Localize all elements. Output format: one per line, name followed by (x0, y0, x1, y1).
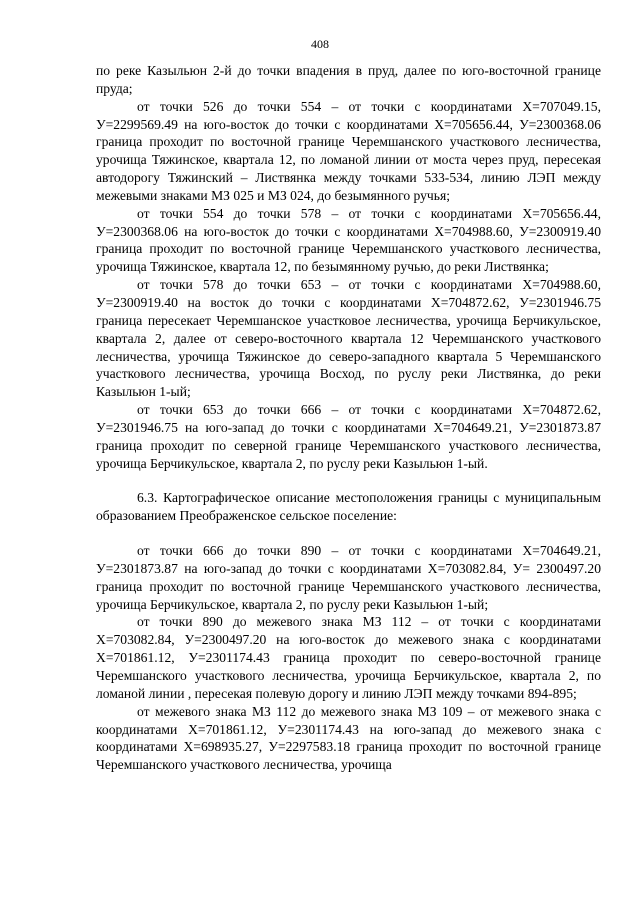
paragraph: от точки 666 до точки 890 – от точки с координатами Х=704649.21, У=2301873.87 на юго-запад до точки с координатами Х=703082.84, У= 2300497.20 граница проходит по восточной границе Черемшанского участкового лесничества, урочища Берчикульское, квартала 2, по руслу реки Казыльюн 1-ый; (96, 543, 601, 612)
spacer (96, 525, 601, 542)
paragraph: от точки 890 до межевого знака МЗ 112 – от точки с координатами Х=703082.84, У=2300497.20 на юго-восток до межевого знака с координатами Х=701861.12, У=2301174.43 граница проходит по северо-восточной границе Черемшанского участкового лесничества, урочища Берчикульское, квартала 2, по ломаной линии , пересекая полевую дорогу и линию ЛЭП между точками 894-895; (96, 614, 601, 701)
paragraph: от межевого знака МЗ 112 до межевого знака МЗ 109 – от межевого знака с координатами Х=701861.12, У=2301174.43 на юго-запад до межевого знака с координатами Х=698935.27, У=2297583.18 граница проходит по восточной границе Черемшанского участкового лесничества, урочища (96, 703, 601, 773)
page-number: 408 (311, 37, 329, 51)
spacer (96, 472, 601, 489)
paragraph: от точки 554 до точки 578 – от точки с координатами Х=705656.44, У=2300368.06 на юго-восток до точки с координатами Х=704988.60, У=2300919.40 граница проходит по восточной границе Черемшанского участкового лесничества, урочища Тяжинское, квартала 12, по безымянному ручью, до реки Листвянка; (96, 205, 601, 275)
paragraph: по реке Казыльюн 2-й до точки впадения в пруд, далее по юго-восточной границе пруда; (96, 63, 601, 96)
section-heading: 6.3. Картографическое описание местоположения границы с муниципальным образованием Преображенское сельское поселение: (96, 490, 601, 524)
paragraph: от точки 653 до точки 666 – от точки с координатами Х=704872.62, У=2301946.75 на юго-запад до точки с координатами Х=704649.21, У=2301873.87 граница проходит по северной границе Черемшанского участкового лесничества, урочища Берчикульское, квартала 2, по руслу реки Казыльюн 1-ый. (96, 402, 601, 471)
document-body (96, 62, 601, 774)
paragraph: от точки 526 до точки 554 – от точки с координатами Х=707049.15, У=2299569.49 на юго-восток до точки с координатами Х=705656.44, У=2300368.06 граница проходит по восточной границе Черемшанского участкового лесничества, урочища Тяжинское, квартала 12, по ломаной линии от моста через пруд, пересекая автодорогу Тяжинский – Листвянка между точками 533-534, линию ЛЭП между межевыми знаками МЗ 025 и МЗ 024, до безымянного ручья; (96, 98, 601, 203)
paragraph: от точки 578 до точки 653 – от точки с координатами Х=704988.60, У=2300919.40 на восток до точки с координатами Х=704872.62, У=2301946.75 граница пересекает Черемшанское участковое лесничества, урочища Берчикульское, квартала 2, далее от северо-восточного квартала 12 Черемшанского участкового лесничества, урочища Тяжинское до северо-западного квартала 5 Черемшанского участкового лесничества, урочища Восход, по руслу реки Листвянка, до реки Казыльюн 1-ый; (96, 277, 601, 400)
